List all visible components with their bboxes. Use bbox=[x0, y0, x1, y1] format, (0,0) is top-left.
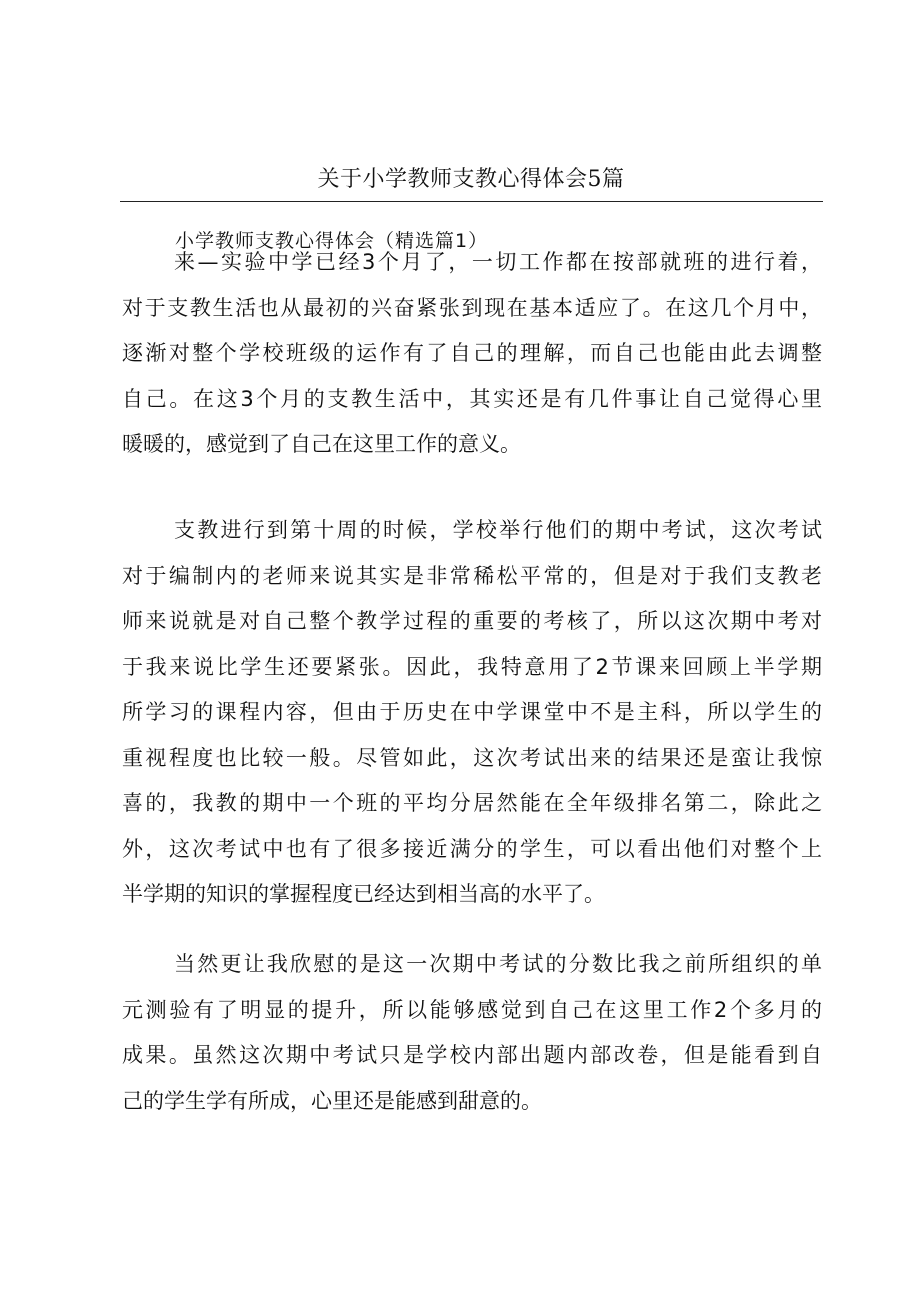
paragraph-3 bbox=[122, 942, 822, 1124]
paragraph-2 bbox=[122, 508, 822, 918]
paragraph-line: 于我来说比学生还要紧张。因此，我特意用了2节课来回顾上半学期 bbox=[122, 654, 822, 679]
paragraph-line: 支教进行到第十周的时候，学校举行他们的期中考试，这次考试 bbox=[174, 518, 822, 542]
paragraph-line: 外，这次考试中也有了很多接近满分的学生，可以看出他们对整个上 bbox=[122, 836, 822, 861]
section-heading: 小学教师支教心得体会（精选篇1） bbox=[175, 230, 489, 252]
paragraph-1 bbox=[122, 240, 822, 468]
paragraph-line: 逐渐对整个学校班级的运作有了自己的理解，而自己也能由此去调整 bbox=[122, 341, 822, 365]
paragraph-line: 来—实验中学已经3个月了，一切工作都在按部就班的进行着， bbox=[174, 250, 822, 274]
document-title: 关于小学教师支教心得体会5篇 bbox=[317, 167, 625, 192]
paragraph-line: 喜的，我教的期中一个班的平均分居然能在全年级排名第二，除此之 bbox=[122, 791, 822, 815]
paragraph-line: 自己。在这3个月的支教生活中，其实还是有几件事让自己觉得心里 bbox=[122, 386, 822, 411]
paragraph-line: 所学习的课程内容，但由于历史在中学课堂中不是主科，所以学生的 bbox=[122, 700, 822, 724]
paragraph-line: 成果。虽然这次期中考试只是学校内部出题内部改卷，但是能看到自 bbox=[122, 1043, 822, 1067]
paragraph-line: 对于编制内的老师来说其实是非常稀松平常的，但是对于我们支教老 bbox=[122, 563, 822, 588]
paragraph-line: 重视程度也比较一般。尽管如此，这次考试出来的结果还是蛮让我惊 bbox=[122, 745, 822, 770]
paragraph-line: 己的学生学有所成，心里还是能感到甜意的。 bbox=[122, 1088, 542, 1113]
paragraph-line: 对于支教生活也从最初的兴奋紧张到现在基本适应了。在这几个月中， bbox=[122, 295, 822, 320]
title-underline bbox=[120, 201, 823, 202]
paragraph-line: 半学期的知识的掌握程度已经达到相当高的水平了。 bbox=[122, 882, 605, 906]
paragraph-line: 元测验有了明显的提升，所以能够感觉到自己在这里工作2个多月的 bbox=[122, 997, 822, 1022]
paragraph-line: 师来说就是对自己整个教学过程的重要的考核了，所以这次期中考对 bbox=[122, 609, 822, 633]
paragraph-line: 暖暖的，感觉到了自己在这里工作的意义。 bbox=[122, 432, 521, 456]
paragraph-line: 当然更让我欣慰的是这一次期中考试的分数比我之前所组织的单 bbox=[174, 952, 822, 976]
